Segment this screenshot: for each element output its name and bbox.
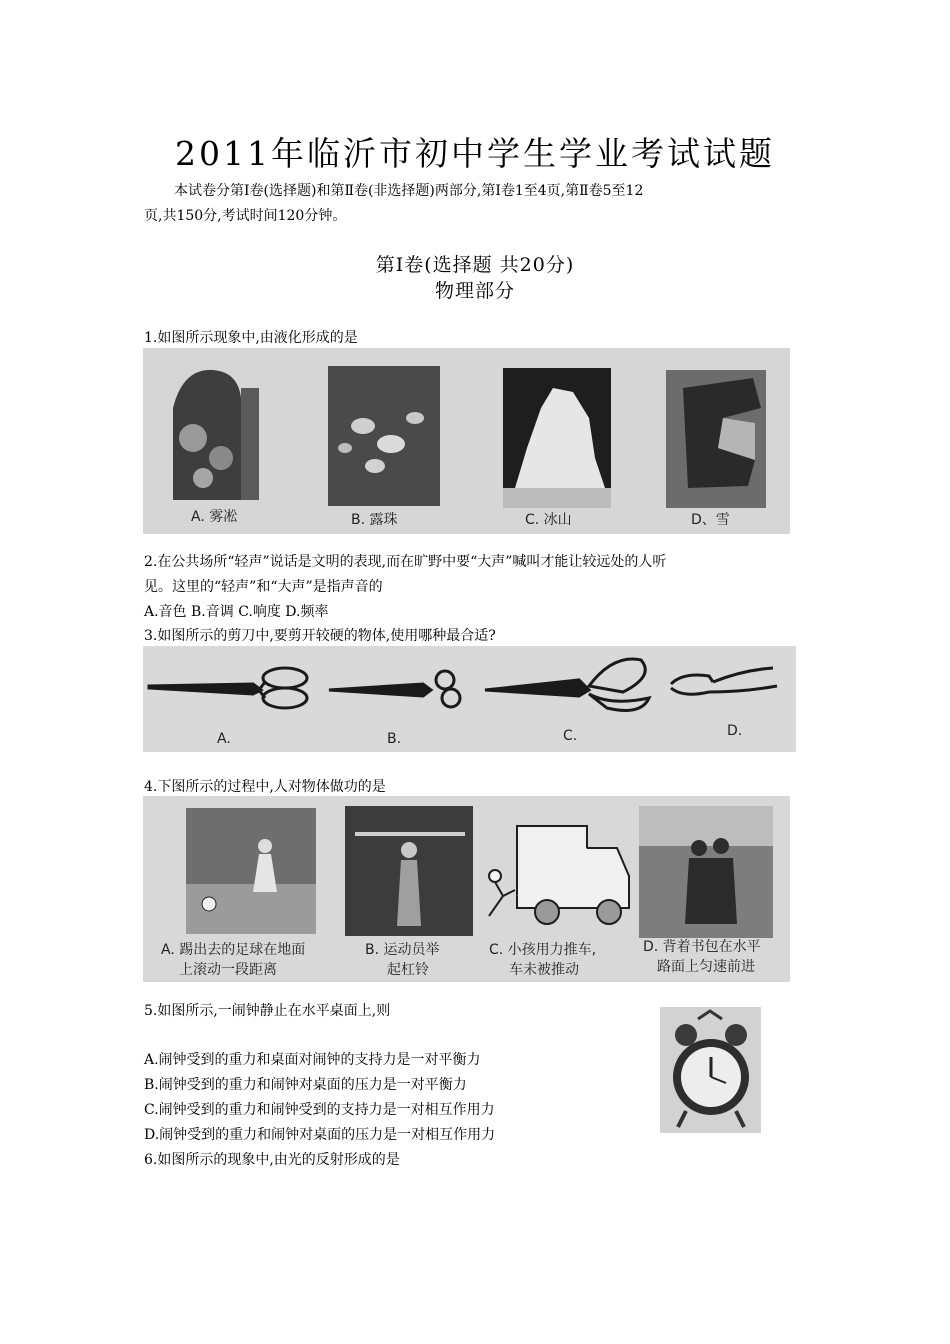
- page-title: 2011年临沂市初中学生学业考试试题: [175, 134, 775, 173]
- question-3-figure: [143, 646, 796, 752]
- q1-caption-c: C. 冰山: [525, 512, 572, 528]
- iceberg-photo: [503, 368, 611, 508]
- question-2-line-2: 见。这里的“轻声”和“大声”是指声音的: [144, 579, 383, 595]
- question-1-text: 1.如图所示现象中,由液化形成的是: [144, 330, 358, 346]
- q1-caption-b: B. 露珠: [351, 512, 398, 528]
- question-2-options: A.音色 B.音调 C.响度 D.频率: [144, 604, 329, 620]
- q4-caption-a-line-1: A. 踢出去的足球在地面: [161, 942, 306, 958]
- q4-caption-b-line-2: 起杠铃: [387, 962, 429, 978]
- intro-line-2: 页,共150分,考试时间120分钟。: [144, 208, 347, 224]
- question-5-option-a: A.闹钟受到的重力和桌面对闹钟的支持力是一对平衡力: [144, 1052, 481, 1068]
- question-5-text: 5.如图所示,一闹钟静止在水平桌面上,则: [144, 1003, 391, 1019]
- question-3-text: 3.如图所示的剪刀中,要剪开较硬的物体,使用哪种最合适?: [144, 628, 496, 644]
- q4-caption-b-line-1: B. 运动员举: [365, 942, 440, 958]
- q4-caption-d-line-2: 路面上匀速前进: [657, 959, 755, 975]
- q3-caption-a: A.: [217, 731, 231, 747]
- question-1-figure: [143, 348, 790, 534]
- students-photo: [639, 806, 773, 938]
- question-2-line-1: 2.在公共场所“轻声”说话是文明的表现,而在旷野中要“大声”喊叫才能让较远处的人听: [144, 554, 667, 570]
- q4-caption-c-line-2: 车未被推动: [509, 962, 579, 978]
- rime-photo: [173, 370, 259, 500]
- alarm-clock-figure: [660, 1007, 761, 1133]
- weightlifter-photo: [345, 806, 473, 936]
- dew-photo: [328, 366, 440, 506]
- question-4-text: 4.下图所示的过程中,人对物体做功的是: [144, 779, 386, 795]
- q4-caption-c-line-1: C. 小孩用力推车,: [489, 942, 597, 958]
- question-5-option-c: C.闹钟受到的重力和闹钟受到的支持力是一对相互作用力: [144, 1102, 495, 1118]
- snow-photo: [666, 370, 766, 508]
- question-5-option-b: B.闹钟受到的重力和闹钟对桌面的压力是一对平衡力: [144, 1077, 467, 1093]
- question-5-option-d: D.闹钟受到的重力和闹钟对桌面的压力是一对相互作用力: [144, 1127, 496, 1143]
- alarm-clock-icon: [673, 1011, 749, 1127]
- q1-caption-d: D、雪: [691, 512, 730, 528]
- question-4-figure: [143, 796, 790, 982]
- q3-caption-c: C.: [563, 728, 578, 744]
- q1-caption-a: A. 雾凇: [191, 509, 238, 525]
- q4-caption-a-line-2: 上滚动一段距离: [179, 962, 277, 978]
- q4-caption-d-line-1: D. 背着书包在水平: [643, 939, 761, 955]
- intro-line-1: 本试卷分第Ⅰ卷(选择题)和第Ⅱ卷(非选择题)两部分,第Ⅰ卷1至4页,第Ⅱ卷5至12: [174, 183, 644, 199]
- section-subheading: 物理部分: [434, 280, 515, 302]
- soccer-photo: [186, 808, 316, 934]
- q3-caption-d: D.: [727, 723, 743, 739]
- q3-caption-b: B.: [387, 731, 402, 747]
- section-heading: 第Ⅰ卷(选择题 共20分): [375, 254, 575, 276]
- question-6-text: 6.如图所示的现象中,由光的反射形成的是: [144, 1152, 400, 1168]
